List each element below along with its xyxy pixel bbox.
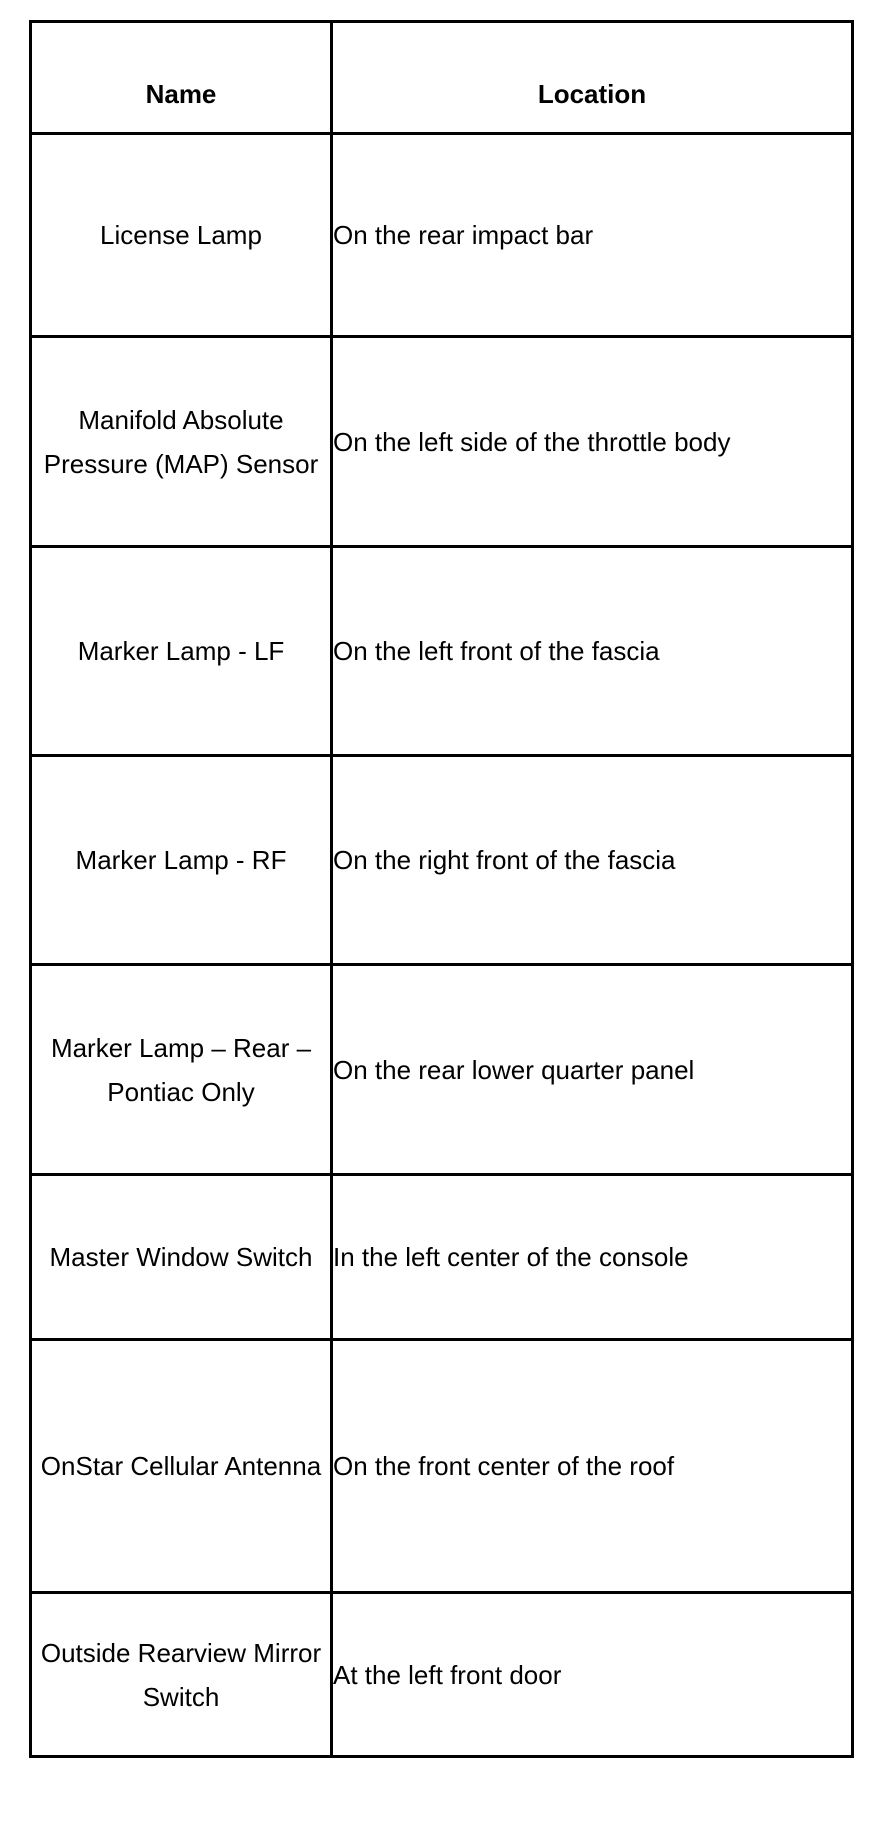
component-location-cell: On the left side of the throttle body	[332, 337, 853, 547]
column-header-name: Name	[31, 22, 332, 134]
table-row	[31, 965, 853, 1175]
component-name-cell: License Lamp	[31, 134, 332, 337]
component-name-cell: Marker Lamp - LF	[31, 547, 332, 756]
table-header-row	[31, 22, 853, 134]
component-location-cell: On the rear impact bar	[332, 134, 853, 337]
table-row	[31, 756, 853, 965]
component-location-cell: On the left front of the fascia	[332, 547, 853, 756]
component-name-cell: Manifold Absolute Pressure (MAP) Sensor	[31, 337, 332, 547]
table-row	[31, 1340, 853, 1593]
table-row	[31, 134, 853, 337]
component-location-table	[29, 20, 854, 1758]
component-location-cell: At the left front door	[332, 1593, 853, 1757]
component-location-cell: On the rear lower quarter panel	[332, 965, 853, 1175]
component-location-cell: On the front center of the roof	[332, 1340, 853, 1593]
table-row	[31, 547, 853, 756]
component-name-cell: Outside Rearview Mirror Switch	[31, 1593, 332, 1757]
component-name-cell: OnStar Cellular Antenna	[31, 1340, 332, 1593]
component-name-cell: Marker Lamp - RF	[31, 756, 332, 965]
component-location-cell: On the right front of the fascia	[332, 756, 853, 965]
table-row	[31, 337, 853, 547]
column-header-location: Location	[332, 22, 853, 134]
table-row	[31, 1175, 853, 1340]
component-name-cell: Marker Lamp – Rear – Pontiac Only	[31, 965, 332, 1175]
component-location-cell: In the left center of the console	[332, 1175, 853, 1340]
table-row	[31, 1593, 853, 1757]
component-name-cell: Master Window Switch	[31, 1175, 332, 1340]
